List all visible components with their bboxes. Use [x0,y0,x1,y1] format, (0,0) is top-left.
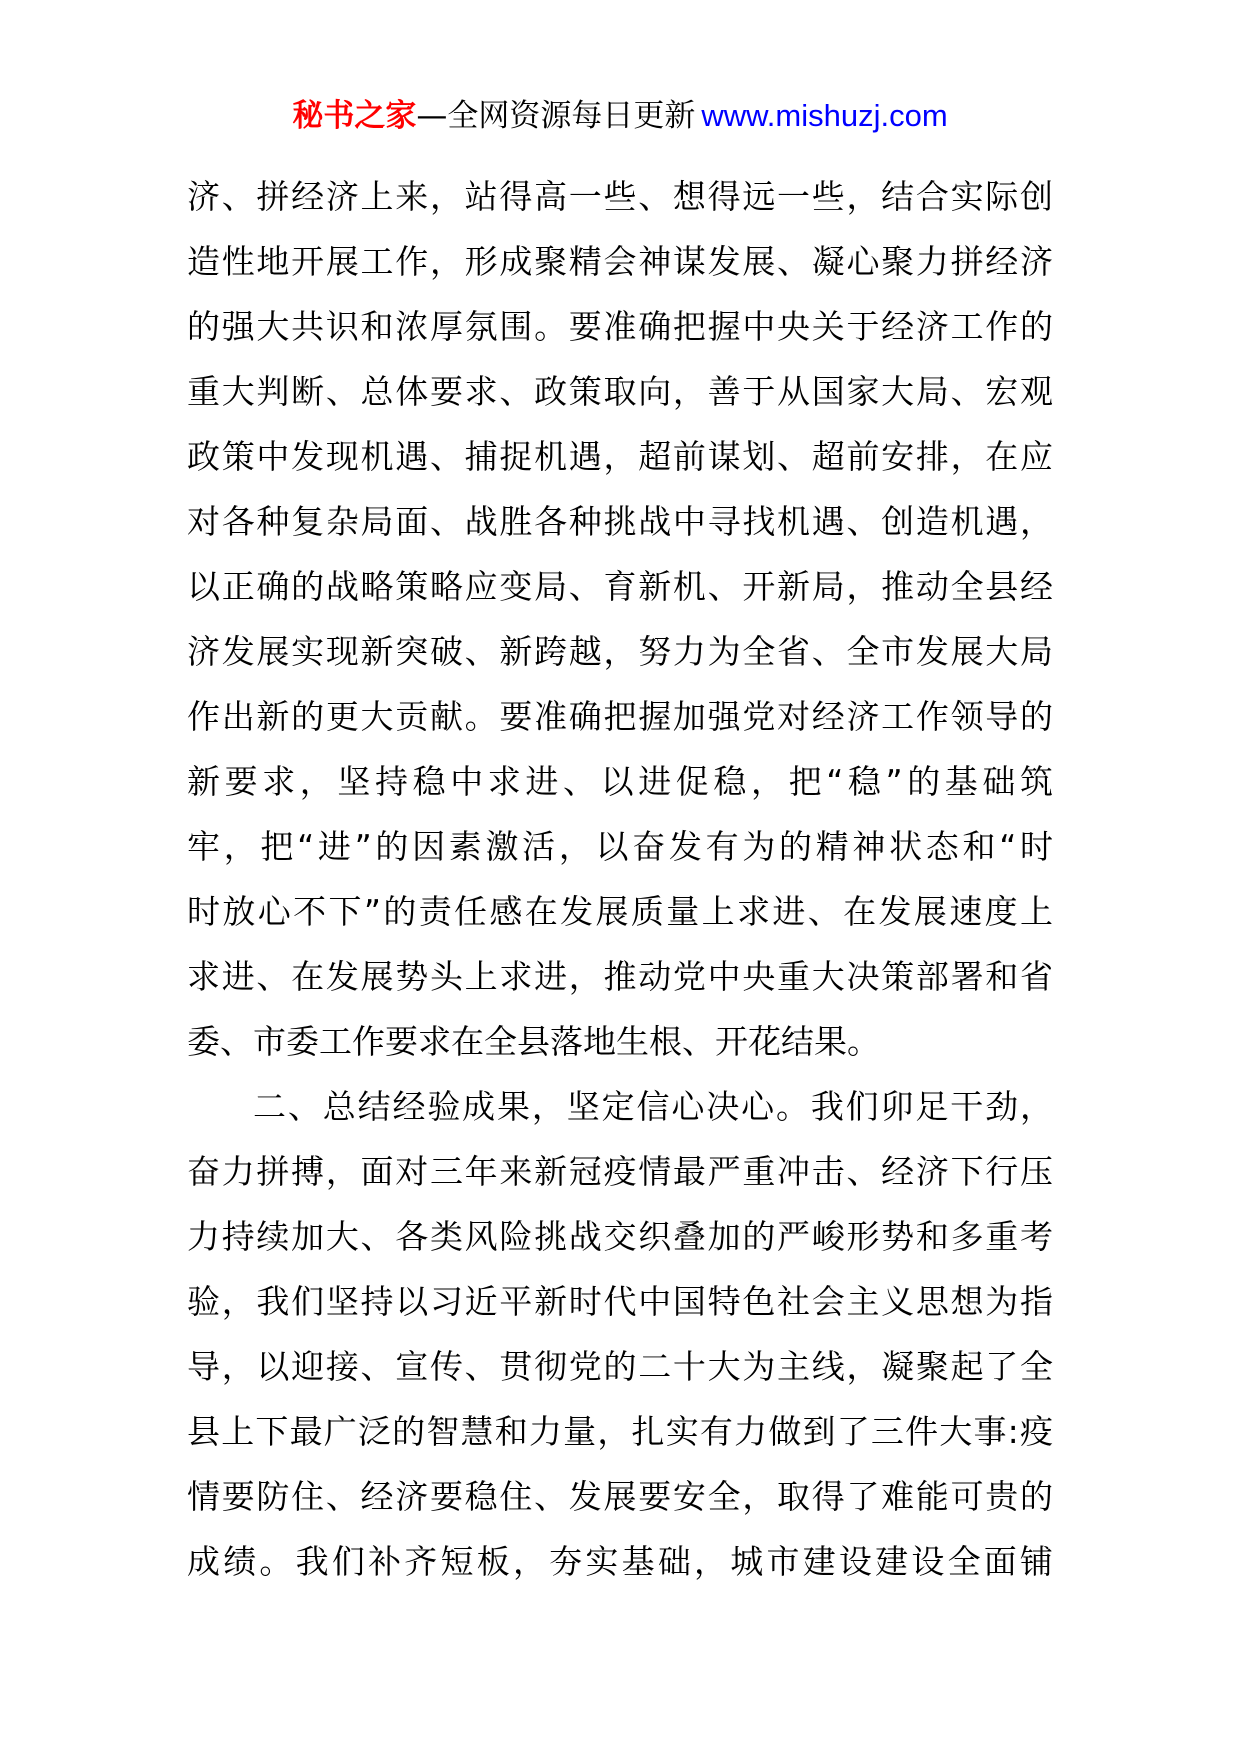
text-line: 济、拼经济上来，站得高一些、想得远一些，结合实际创 [187,177,1053,216]
text-line: 牢，把“进”的因素激活，以奋发有为的精神状态和“时 [187,827,1053,866]
text-line-section-heading: 二、总结经验成果，坚定信心决心。我们卯足干劲， [253,1087,1053,1126]
header-slogan: —全网资源每日更新 [416,98,696,134]
text-line: 对各种复杂局面、战胜各种挑战中寻找机遇、创造机遇， [187,502,1053,541]
header-brand: 秘书之家 [292,98,417,134]
text-line: 奋力拼搏，面对三年来新冠疫情最严重冲击、经济下行压 [187,1152,1053,1191]
text-line: 导，以迎接、宣传、贯彻党的二十大为主线，凝聚起了全 [187,1347,1053,1386]
text-line: 成绩。我们补齐短板，夯实基础，城市建设建设全面铺 [187,1542,1053,1581]
document-body [187,164,1053,1594]
text-line: 济发展实现新突破、新跨越，努力为全省、全市发展大局 [187,632,1053,671]
text-line: 重大判断、总体要求、政策取向，善于从国家大局、宏观 [187,372,1053,411]
watermark-header [0,96,1240,136]
text-line: 求进、在发展势头上求进，推动党中央重大决策部署和省 [187,957,1053,996]
text-line: 政策中发现机遇、捕捉机遇，超前谋划、超前安排，在应 [187,437,1053,476]
text-line: 情要防住、经济要稳住、发展要安全，取得了难能可贵的 [187,1477,1053,1516]
text-line: 造性地开展工作，形成聚精会神谋发展、凝心聚力拼经济 [187,242,1053,281]
header-url-link[interactable]: www.mishuzj.com [701,98,948,133]
text-line: 的强大共识和浓厚氛围。要准确把握中央关于经济工作的 [187,307,1053,346]
text-line: 时放心不下”的责任感在发展质量上求进、在发展速度上 [187,892,1053,931]
text-line: 新要求，坚持稳中求进、以进促稳，把“稳”的基础筑 [187,762,1053,801]
text-line: 力持续加大、各类风险挑战交织叠加的严峻形势和多重考 [187,1217,1053,1256]
text-line-paragraph-end: 委、市委工作要求在全县落地生根、开花结果。 [187,1022,880,1061]
text-line: 作出新的更大贡献。要准确把握加强党对经济工作领导的 [187,697,1053,736]
text-line: 县上下最广泛的智慧和力量，扎实有力做到了三件大事:疫 [187,1412,1053,1451]
text-line: 验，我们坚持以习近平新时代中国特色社会主义思想为指 [187,1282,1053,1321]
text-line: 以正确的战略策略应变局、育新机、开新局，推动全县经 [187,567,1053,606]
